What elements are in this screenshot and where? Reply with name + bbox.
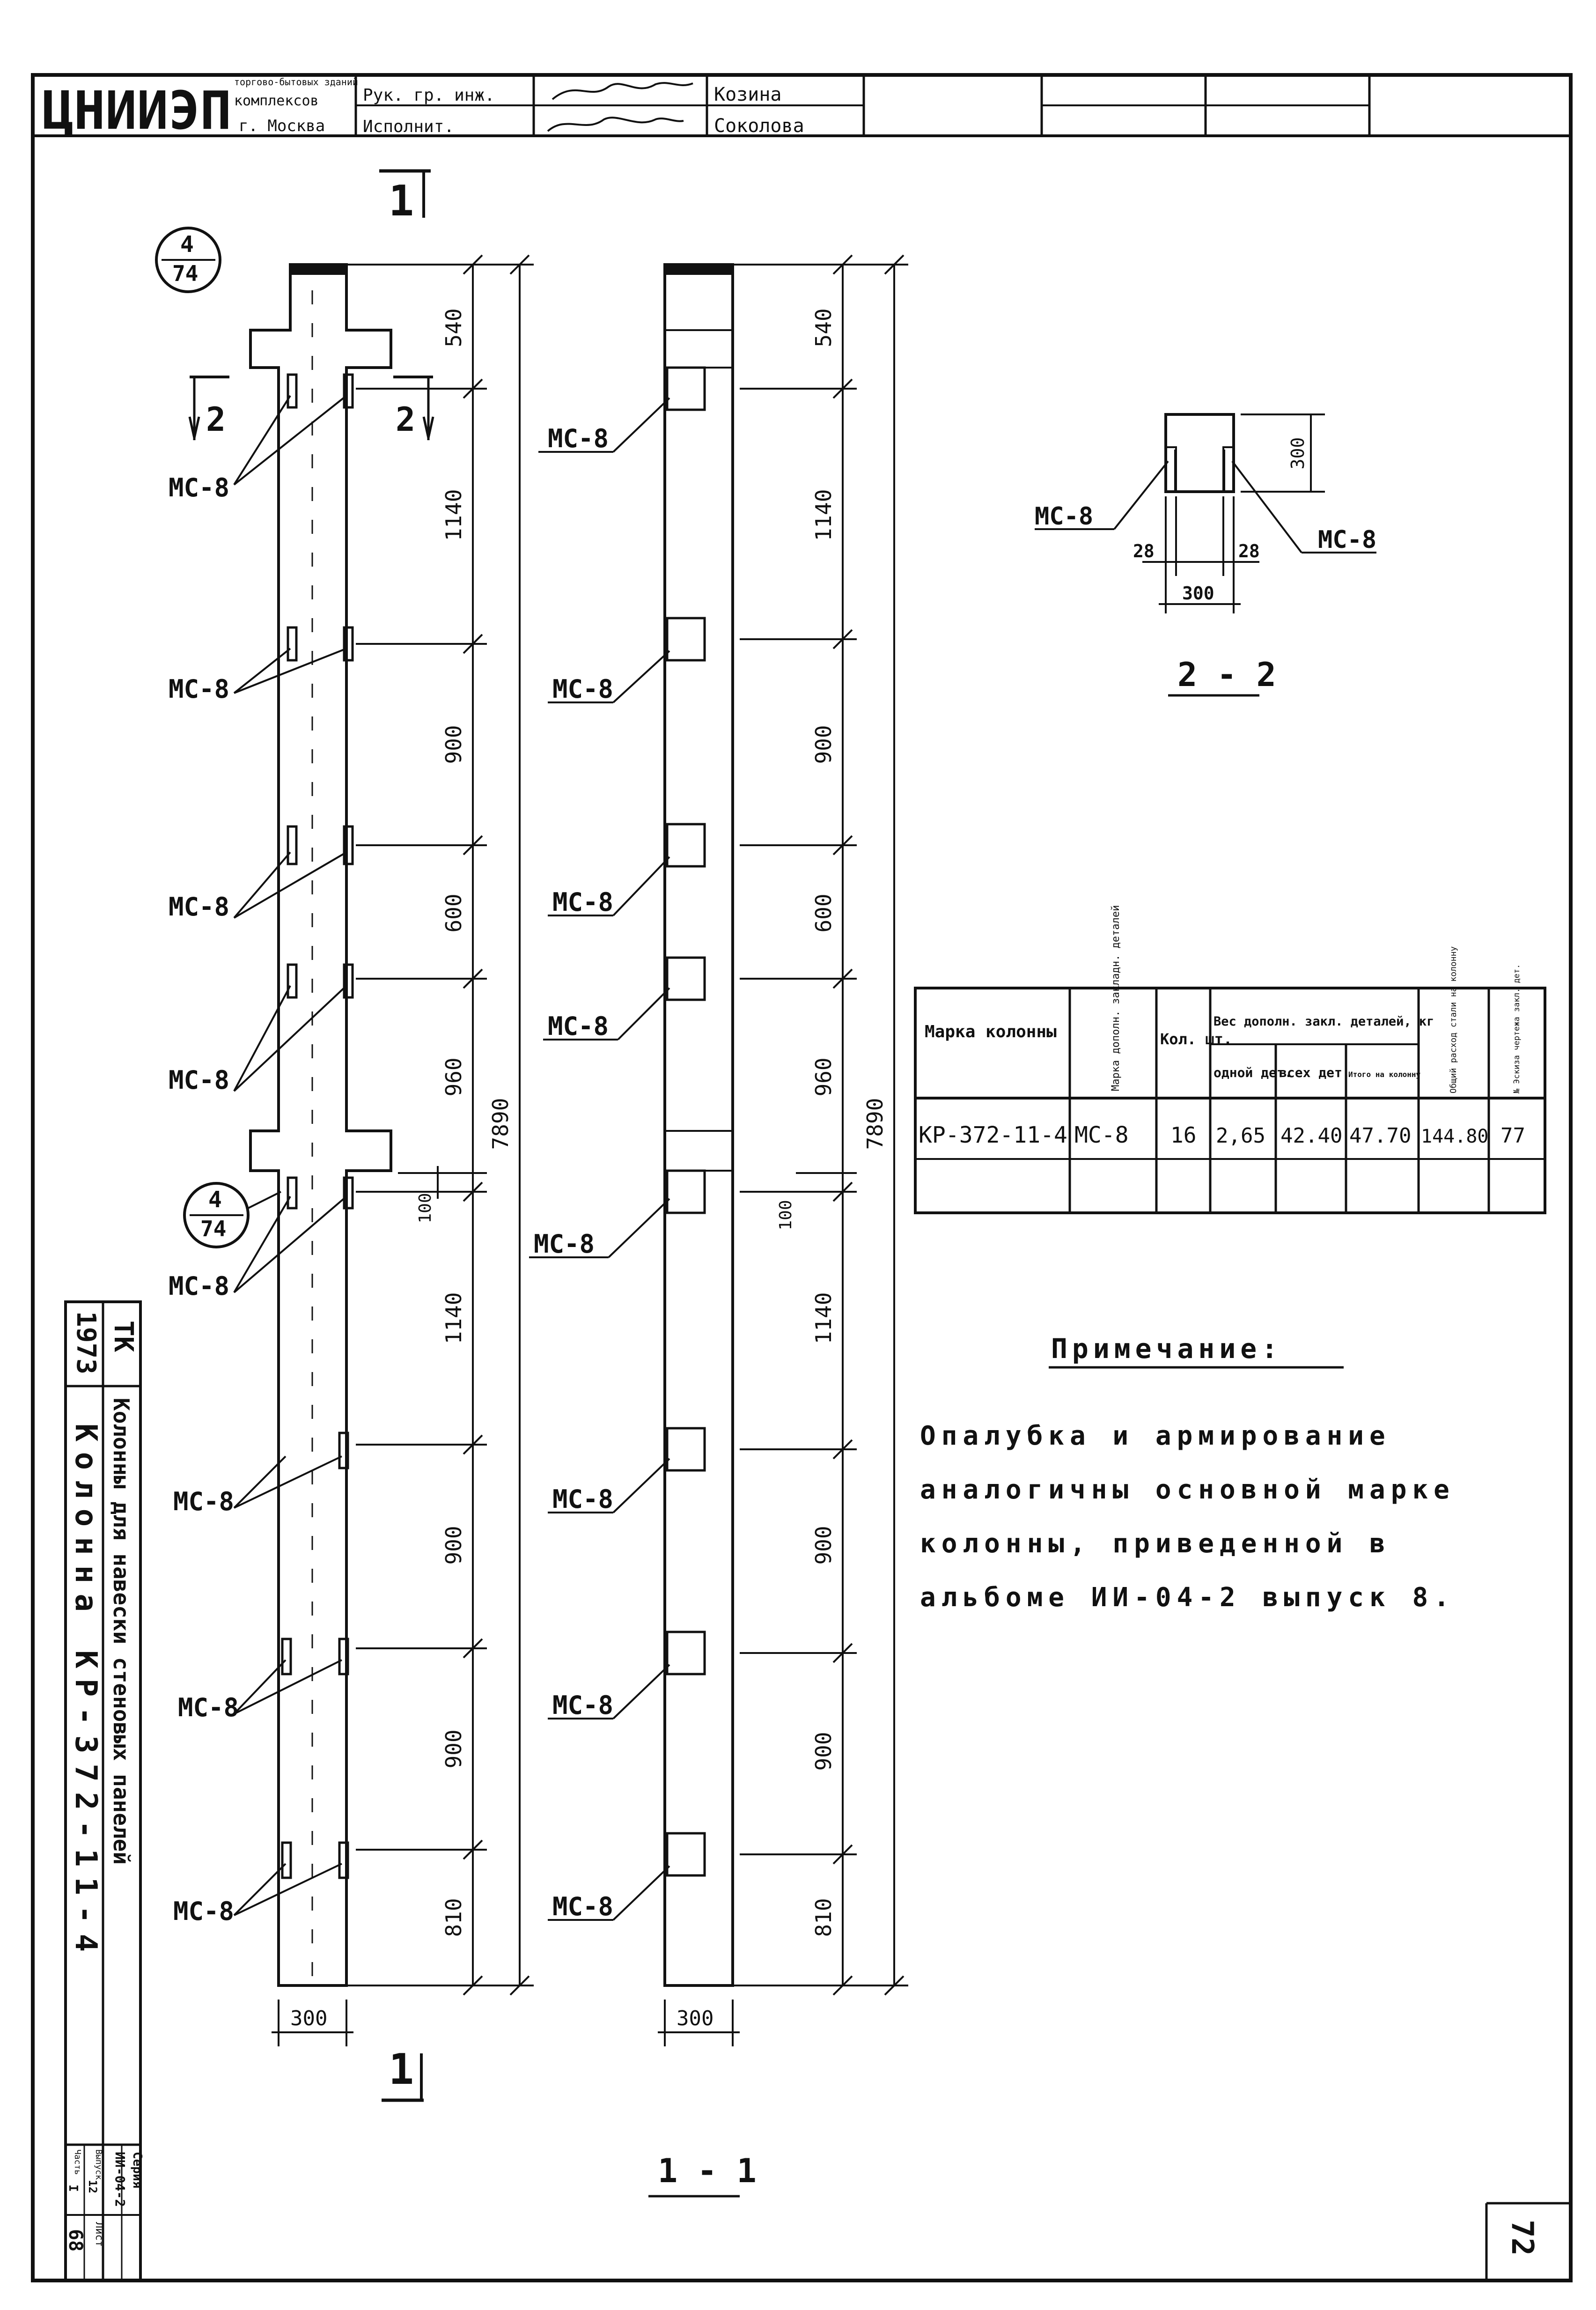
plate-label: МС-8 <box>178 1693 239 1722</box>
plate-label: МС-8 <box>169 1065 230 1095</box>
td-one: 2,65 <box>1216 1124 1265 1148</box>
th-weight-group: Вес дополн. закл. деталей, кг <box>1214 1014 1434 1029</box>
stamp-year: 1973 <box>71 1311 101 1374</box>
th-mark: Марка колонны <box>925 1022 1057 1041</box>
dim-segment: 900 <box>441 1729 466 1769</box>
plate-label: МС-8 <box>169 892 230 922</box>
role-executor: Исполнит. <box>363 117 455 136</box>
dim-segment: 810 <box>811 1898 836 1937</box>
dim-segment: 900 <box>441 725 466 764</box>
stamp-title-1: Колонны для навески стеновых панелей <box>109 1398 134 1865</box>
th-detail-mark: Марка дополн. закладн. деталей <box>1110 905 1122 1091</box>
column-view-section-1-1 <box>529 255 908 2196</box>
dim-width: 300 <box>290 2007 328 2030</box>
dim-segment: 600 <box>441 893 466 933</box>
td-steel: 144.80 <box>1421 1126 1489 1147</box>
plate-labels-right <box>534 424 613 1921</box>
th-steel: Общий расход стали на колонну <box>1449 946 1458 1093</box>
callout-den: 74 <box>172 261 199 286</box>
stamp-sheet-label: Лист <box>93 2222 105 2247</box>
section-mark-top: 1 <box>389 177 414 226</box>
dim-segment: 1140 <box>811 1292 836 1344</box>
stamp-part-label: Часть <box>73 2149 82 2175</box>
title-block <box>42 75 1369 141</box>
section-label-left: 2 <box>206 400 226 439</box>
dim-segment: 810 <box>441 1898 466 1937</box>
section-2-2 <box>1035 414 1376 695</box>
td-drawing: 77 <box>1500 1124 1525 1148</box>
sheet-frame <box>33 75 1571 2280</box>
plate-label: МС-8 <box>173 1487 235 1516</box>
column-outline-left <box>250 265 391 1985</box>
note-line-1: Опалубка и армирование <box>920 1421 1391 1451</box>
dim-segment: 1140 <box>441 1292 466 1344</box>
org-name: ЦНИИЭП <box>42 81 232 141</box>
view-label-section-1-1: 1 - 1 <box>658 2152 757 2190</box>
stamp-series: ИИ-04-2 <box>112 2152 128 2207</box>
th-all: всех дет. <box>1279 1065 1350 1080</box>
embedded-plates-right <box>667 368 705 1875</box>
section-mark-1-1 <box>379 171 431 2100</box>
td-all: 42.40 <box>1280 1124 1343 1148</box>
section-mark-2-2 <box>190 377 433 440</box>
plate-label: МС-8 <box>552 887 614 917</box>
plate-label: МС-8 <box>548 424 609 453</box>
stamp-title-2: Колонна КР-372-11-4 <box>68 1424 103 1963</box>
signature-executor <box>548 118 684 131</box>
callout-den: 74 <box>200 1216 227 1241</box>
dim-total: 7890 <box>862 1098 888 1150</box>
dim-segment: 960 <box>441 1057 466 1097</box>
th-qty: Кол. шт. <box>1160 1030 1233 1048</box>
td-qty: 16 <box>1170 1122 1197 1148</box>
plate-label: МС-8 <box>169 1271 230 1301</box>
page-number-box <box>1486 2203 1571 2280</box>
dim-segment: 900 <box>441 1526 466 1565</box>
plate-labels-left <box>169 473 239 1926</box>
note-title: Примечание: <box>1051 1333 1283 1365</box>
plate-label: МС-8 <box>169 674 230 704</box>
callout-num: 4 <box>208 1187 222 1213</box>
td-detail: МС-8 <box>1074 1122 1129 1148</box>
dim-segment: 600 <box>811 893 836 933</box>
callout-top <box>156 228 220 292</box>
org-sub-1: торгово-бытовых зданий <box>234 76 358 88</box>
dim-segment: 900 <box>811 1526 836 1565</box>
view-label-section-2-2: 2 - 2 <box>1177 656 1276 694</box>
signature-head <box>552 83 693 99</box>
stamp-series-label: Серия <box>130 2152 144 2189</box>
dimension-chain-left <box>272 255 534 2046</box>
plate-label: МС-8 <box>552 1892 614 1921</box>
td-mark: КР-372-11-4 <box>919 1122 1067 1148</box>
note-line-3: колонны, приведенной в <box>920 1528 1391 1559</box>
th-one: одной дет. <box>1214 1065 1293 1080</box>
plate-label-section-left: МС-8 <box>1035 502 1094 531</box>
dim-segment: 540 <box>811 308 836 347</box>
stamp-part: I <box>66 2185 80 2192</box>
role-head: Рук. гр. инж. <box>363 86 495 105</box>
note <box>920 1333 1455 1613</box>
dim-section-height: 300 <box>1287 437 1308 470</box>
dimension-chain-right <box>658 255 908 2046</box>
dim-segment: 960 <box>811 1057 836 1097</box>
note-line-2: аналогичны основной марке <box>920 1475 1455 1505</box>
side-stamp <box>65 1302 144 2280</box>
org-sub-2: комплексов <box>234 93 319 109</box>
embedded-plates-left <box>282 375 353 1878</box>
note-line-4: альбоме ИИ-04-2 выпуск 8. <box>920 1582 1455 1613</box>
name-executor: Соколова <box>714 115 804 137</box>
plate-label: МС-8 <box>173 1897 235 1926</box>
dim-segment: 540 <box>441 308 466 347</box>
dim-width: 300 <box>677 2007 714 2030</box>
dim-offset: 100 <box>416 1193 435 1224</box>
dim-segment: 1140 <box>441 489 466 541</box>
dim-offset: 100 <box>776 1200 795 1231</box>
plate-label: МС-8 <box>552 674 614 704</box>
th-drawing: № Эскиза чертежа закл. дет. <box>1512 964 1522 1093</box>
plate-label-section-right: МС-8 <box>1318 526 1377 554</box>
plate-label: МС-8 <box>552 1690 614 1720</box>
stamp-issue-label: Выпуск <box>94 2149 103 2180</box>
stamp-code: ТК <box>108 1321 139 1352</box>
section-mark-bottom: 1 <box>389 2045 414 2094</box>
org-city: г. Москва <box>239 117 325 135</box>
td-total: 47.70 <box>1349 1124 1412 1148</box>
page-number: 72 <box>1505 2220 1539 2256</box>
callout-num: 4 <box>180 231 194 258</box>
dim-segment: 900 <box>811 725 836 764</box>
plate-label: МС-8 <box>552 1484 614 1514</box>
dim-segment: 900 <box>811 1732 836 1771</box>
dim-section-width: 300 <box>1182 583 1214 604</box>
dim-gap-left: 28 <box>1133 541 1155 561</box>
column-view-facade <box>156 171 534 2100</box>
dim-segment: 1140 <box>811 489 836 541</box>
name-head: Козина <box>714 84 782 105</box>
section-label-right: 2 <box>396 400 416 439</box>
plate-label: МС-8 <box>169 473 230 502</box>
stamp-sheet: 68 <box>65 2229 86 2252</box>
plate-label: МС-8 <box>548 1011 609 1041</box>
plate-label: МС-8 <box>534 1229 595 1259</box>
th-total: Итого на колонну <box>1348 1070 1421 1079</box>
dim-gap-right: 28 <box>1238 541 1260 561</box>
dim-total: 7890 <box>488 1098 513 1150</box>
stamp-issue: 12 <box>86 2180 99 2193</box>
details-table <box>915 905 1545 1213</box>
